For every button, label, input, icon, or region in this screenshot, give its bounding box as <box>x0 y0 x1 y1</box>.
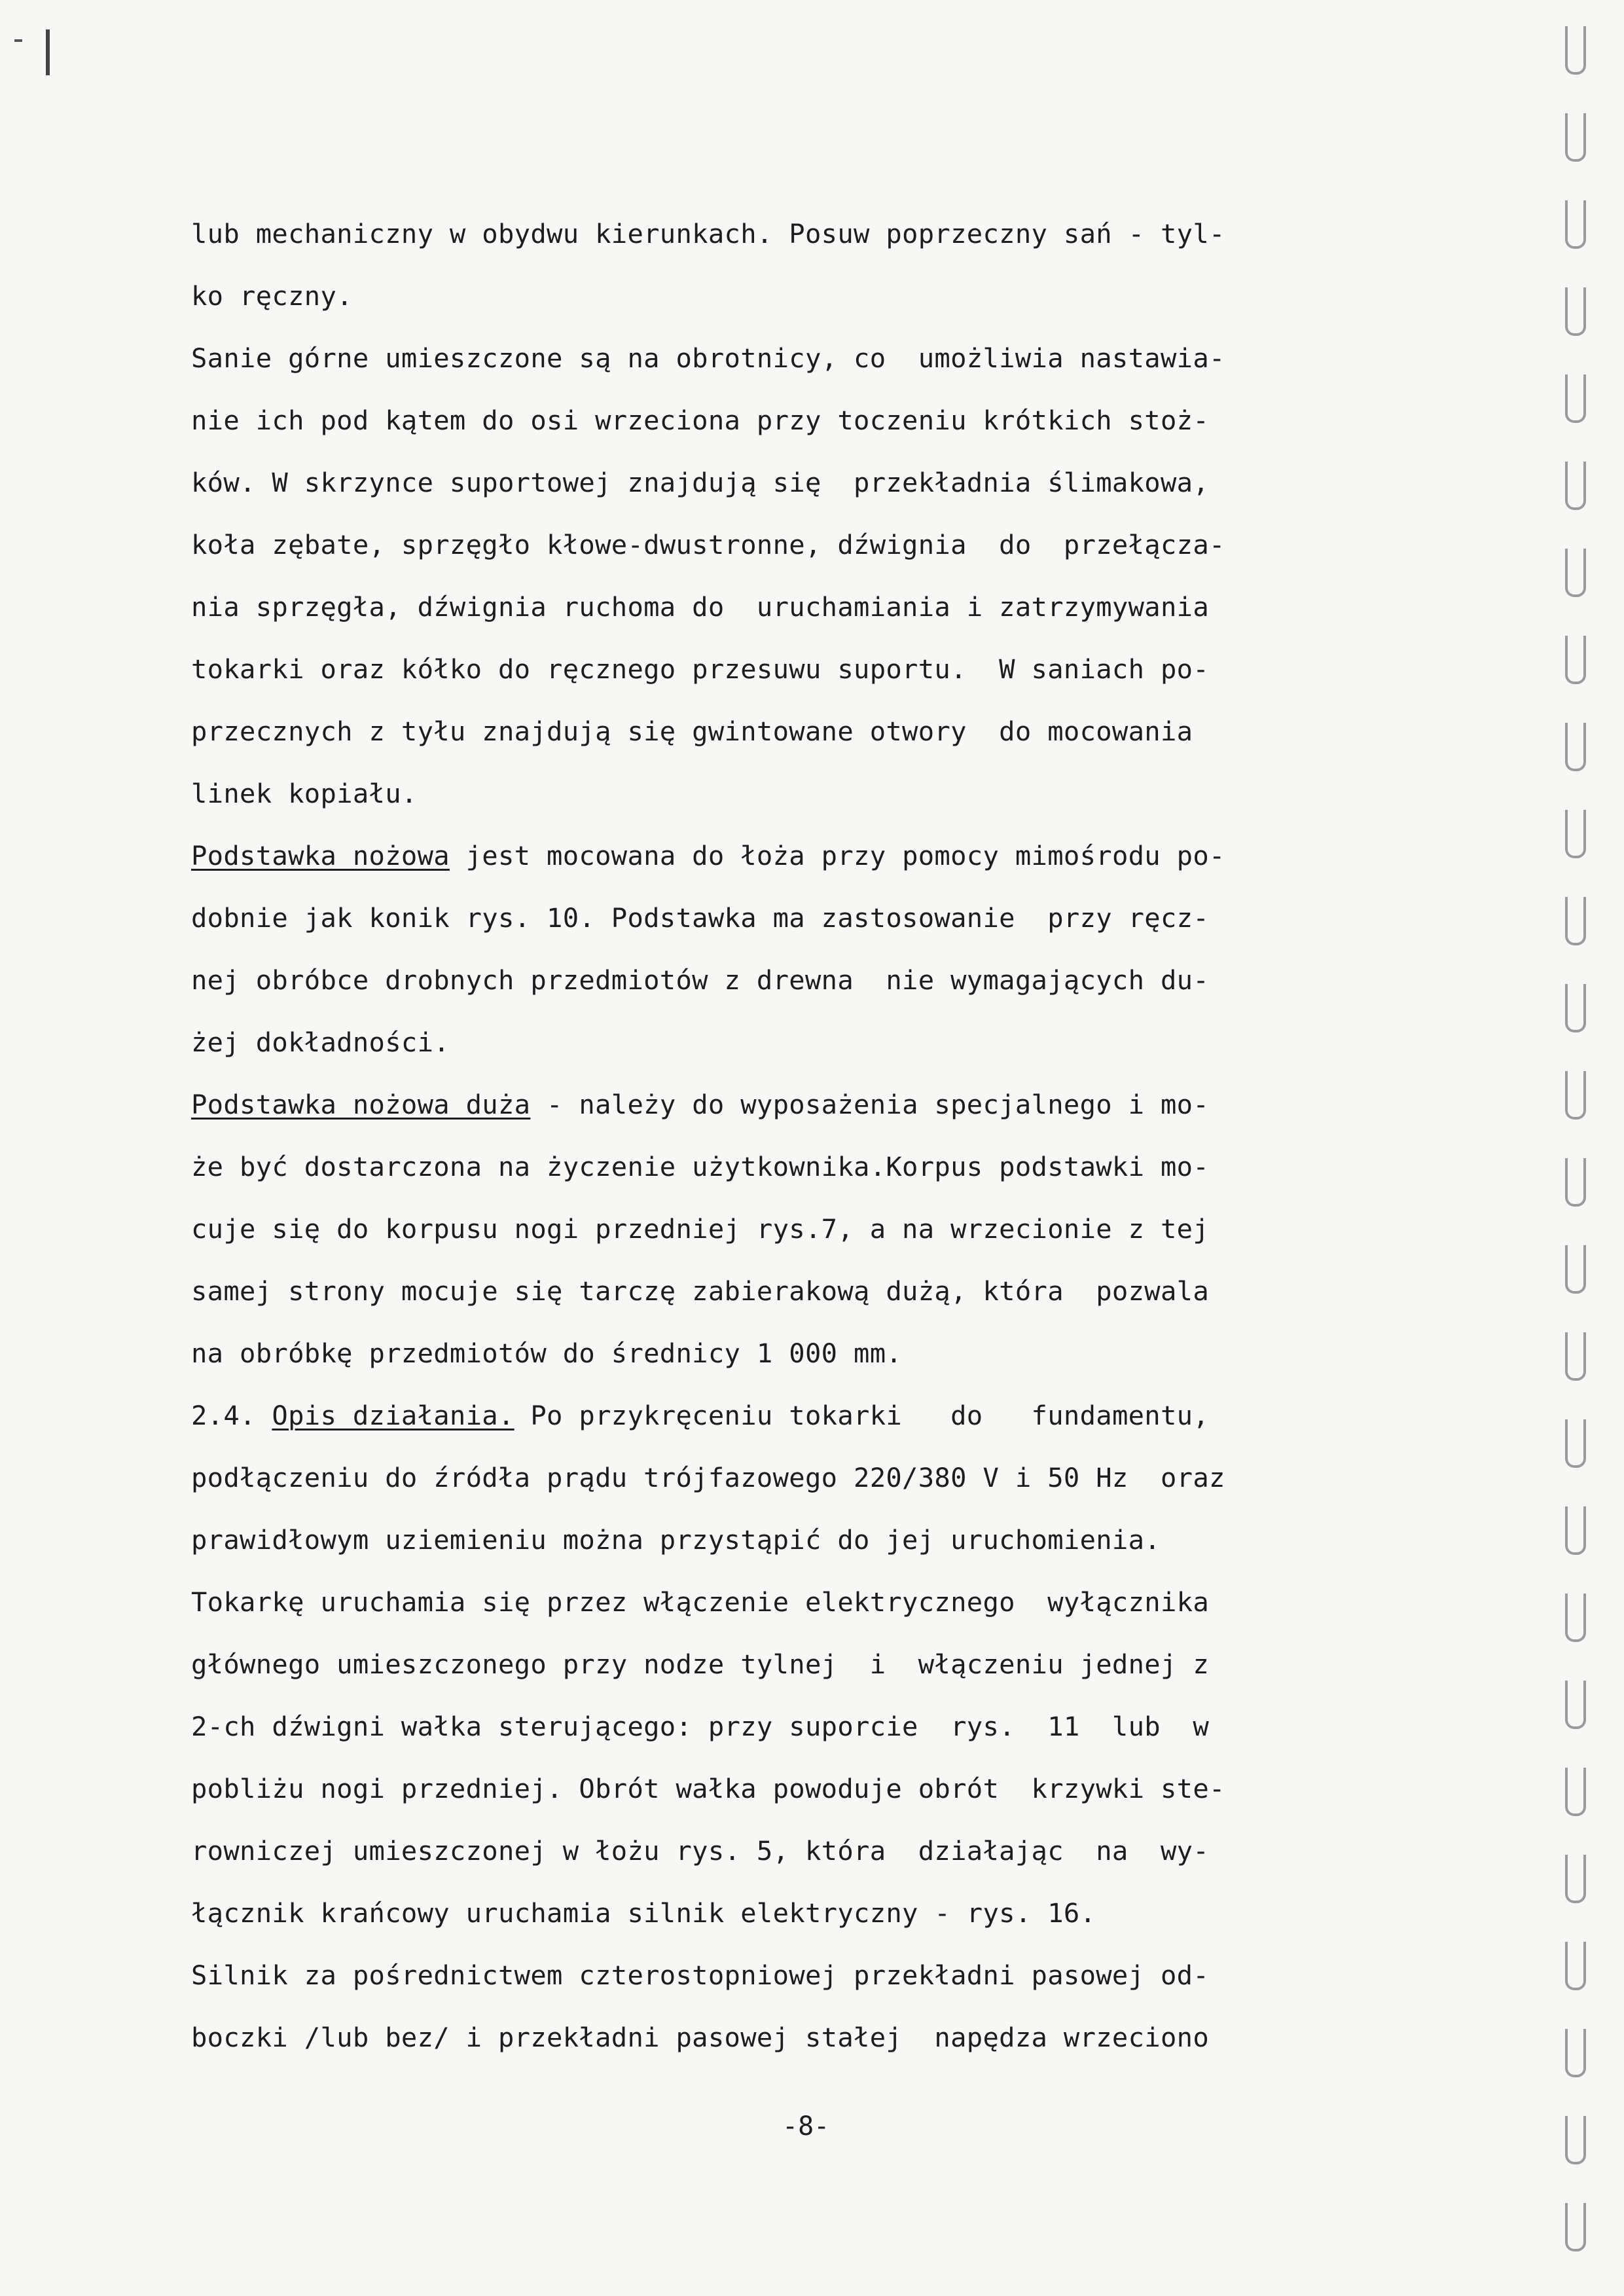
text-line <box>191 701 1435 763</box>
text-segment: Silnik za pośrednictwem czterostopniowej przekładni pasowej od- <box>191 1959 1210 1991</box>
text-segment: 2.4. <box>191 1400 272 1431</box>
scan-mark <box>14 39 22 42</box>
binding-ring <box>1565 287 1586 336</box>
text-line <box>191 1074 1435 1136</box>
text-line <box>191 949 1435 1011</box>
binding-ring <box>1565 1071 1586 1120</box>
page-number: -8- <box>782 2111 830 2141</box>
underlined-heading: Opis działania. <box>272 1400 514 1431</box>
text-segment: linek kopiału. <box>191 778 418 809</box>
text-segment: - należy do wyposażenia specjalnego i mo- <box>530 1089 1210 1120</box>
text-segment: łącznik krańcowy uruchamia silnik elektryczny - rys. 16. <box>191 1897 1096 1929</box>
text-segment: pobliżu nogi przedniej. Obrót wałka powoduje obrót krzywki ste- <box>191 1773 1225 1804</box>
spiral-binding <box>1552 0 1598 2296</box>
underlined-heading: Podstawka nożowa duża <box>191 1089 531 1120</box>
body-text <box>191 203 1435 2069</box>
text-segment: rowniczej umieszczonej w łożu rys. 5, która działając na wy- <box>191 1835 1210 1867</box>
binding-ring <box>1565 26 1586 75</box>
binding-ring <box>1565 2116 1586 2164</box>
text-line <box>191 1696 1435 1758</box>
binding-ring <box>1565 897 1586 945</box>
text-line <box>191 763 1435 825</box>
text-line <box>191 1820 1435 1882</box>
text-line <box>191 390 1435 452</box>
text-line <box>191 265 1435 327</box>
binding-ring <box>1565 1942 1586 1990</box>
text-segment: koła zębate, sprzęgło kłowe-dwustronne, dźwignia do przełącza- <box>191 529 1225 560</box>
binding-ring <box>1565 1506 1586 1555</box>
text-segment: jest mocowana do łoża przy pomocy mimośrodu po- <box>449 840 1225 871</box>
text-segment: nie ich pod kątem do osi wrzeciona przy toczeniu krótkich stoż- <box>191 405 1210 436</box>
binding-ring <box>1565 1594 1586 1642</box>
text-line <box>191 1260 1435 1322</box>
text-line <box>191 1385 1435 1447</box>
text-segment: tokarki oraz kółko do ręcznego przesuwu suportu. W saniach po- <box>191 653 1210 685</box>
text-line <box>191 1198 1435 1260</box>
text-line <box>191 887 1435 949</box>
binding-ring <box>1565 374 1586 423</box>
binding-ring <box>1565 2029 1586 2077</box>
text-line <box>191 1633 1435 1696</box>
text-segment: 2-ch dźwigni wałka sterującego: przy suporcie rys. 11 lub w <box>191 1711 1210 1742</box>
text-line <box>191 1509 1435 1571</box>
binding-ring <box>1565 1855 1586 1903</box>
text-segment: ków. W skrzynce suportowej znajdują się przekładnia ślimakowa, <box>191 467 1210 498</box>
text-line <box>191 1136 1435 1198</box>
text-line <box>191 2007 1435 2069</box>
text-segment: cuje się do korpusu nogi przedniej rys.7, a na wrzecionie z tej <box>191 1213 1210 1245</box>
text-segment: nej obróbce drobnych przedmiotów z drewna nie wymagających du- <box>191 964 1210 996</box>
binding-ring <box>1565 1332 1586 1381</box>
binding-ring <box>1565 2203 1586 2251</box>
text-line <box>191 1758 1435 1820</box>
text-line <box>191 1447 1435 1509</box>
text-line <box>191 576 1435 638</box>
text-segment: Sanie górne umieszczone są na obrotnicy, co umożliwia nastawia- <box>191 342 1225 374</box>
text-segment: Tokarkę uruchamia się przez włączenie elektrycznego wyłącznika <box>191 1586 1210 1618</box>
text-line <box>191 327 1435 390</box>
text-line <box>191 1011 1435 1074</box>
text-line <box>191 452 1435 514</box>
binding-ring <box>1565 200 1586 249</box>
text-segment: lub mechaniczny w obydwu kierunkach. Posuw poprzeczny sań - tyl- <box>191 218 1225 249</box>
binding-ring <box>1565 636 1586 684</box>
text-line <box>191 203 1435 265</box>
binding-ring <box>1565 1681 1586 1729</box>
text-line <box>191 1322 1435 1385</box>
text-segment: dobnie jak konik rys. 10. Podstawka ma zastosowanie przy ręcz- <box>191 902 1210 934</box>
binding-ring <box>1565 462 1586 510</box>
text-segment: ko ręczny. <box>191 280 353 312</box>
scan-mark <box>46 29 50 75</box>
text-segment: nia sprzęgła, dźwignia ruchoma do uruchamiania i zatrzymywania <box>191 591 1210 623</box>
binding-ring <box>1565 549 1586 597</box>
binding-ring <box>1565 1768 1586 1816</box>
text-line <box>191 825 1435 887</box>
binding-ring <box>1565 113 1586 162</box>
text-segment: że być dostarczona na życzenie użytkownika.Korpus podstawki mo- <box>191 1151 1210 1182</box>
text-line <box>191 1882 1435 1944</box>
binding-ring <box>1565 1245 1586 1294</box>
text-segment: samej strony mocuje się tarczę zabierakową dużą, która pozwala <box>191 1275 1210 1307</box>
text-segment: przecznych z tyłu znajdują się gwintowane otwory do mocowania <box>191 716 1193 747</box>
binding-ring <box>1565 984 1586 1032</box>
text-segment: boczki /lub bez/ i przekładni pasowej stałej napędza wrzeciono <box>191 2022 1210 2053</box>
text-line <box>191 514 1435 576</box>
binding-ring <box>1565 1419 1586 1468</box>
text-line <box>191 638 1435 701</box>
text-segment: głównego umieszczonego przy nodze tylnej i włączeniu jednej z <box>191 1649 1210 1680</box>
text-segment: prawidłowym uziemieniu można przystąpić do jej uruchomienia. <box>191 1524 1161 1556</box>
text-segment: żej dokładności. <box>191 1027 450 1058</box>
text-line <box>191 1944 1435 2007</box>
binding-ring <box>1565 810 1586 858</box>
text-segment: na obróbkę przedmiotów do średnicy 1 000 mm. <box>191 1338 903 1369</box>
underlined-heading: Podstawka nożowa <box>191 840 450 871</box>
text-segment: Po przykręceniu tokarki do fundamentu, <box>514 1400 1210 1431</box>
text-line <box>191 1571 1435 1633</box>
binding-ring <box>1565 1158 1586 1207</box>
binding-ring <box>1565 723 1586 771</box>
text-segment: podłączeniu do źródła prądu trójfazowego 220/380 V i 50 Hz oraz <box>191 1462 1225 1493</box>
